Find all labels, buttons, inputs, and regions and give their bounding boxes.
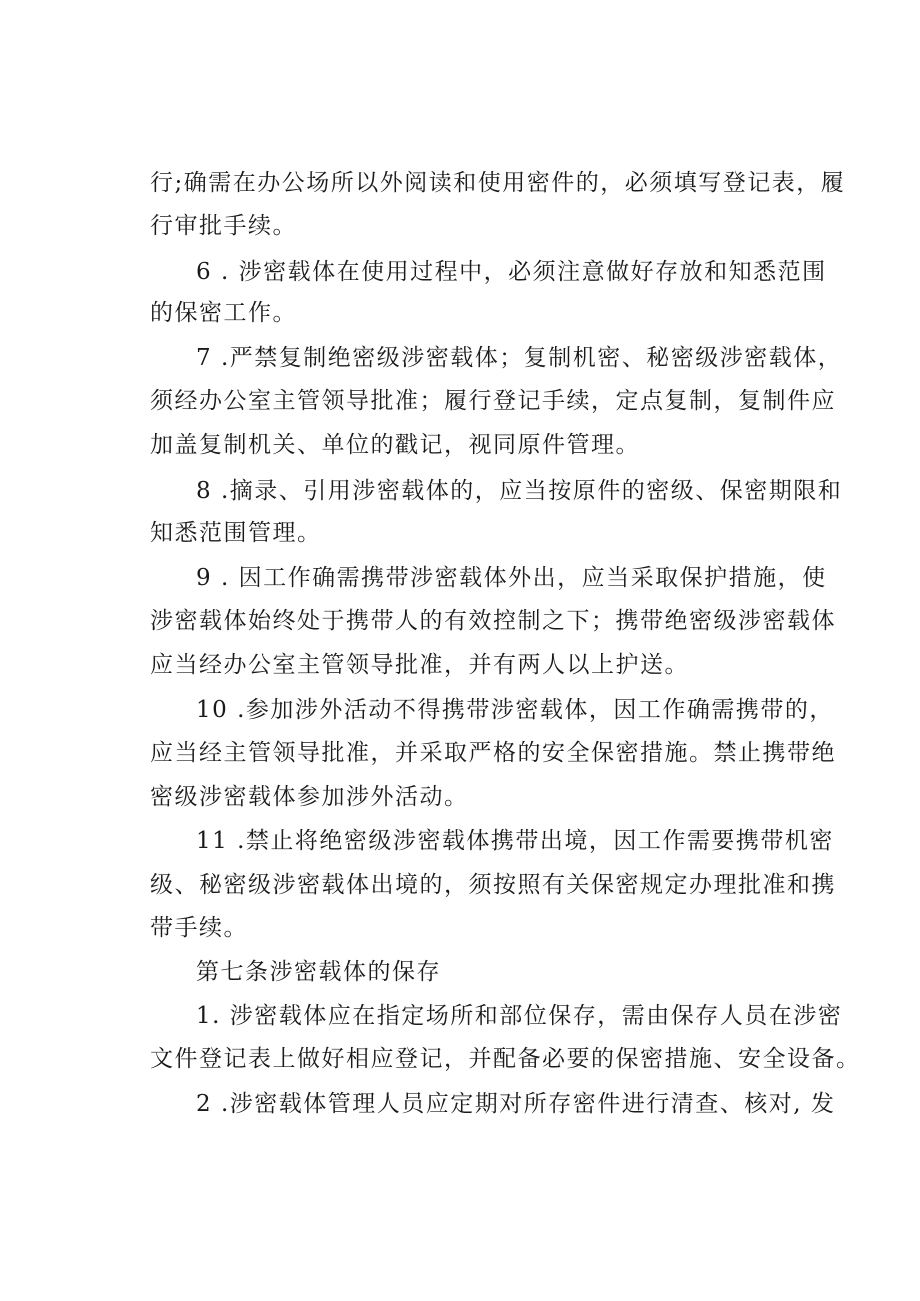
text-line: 10 .参加涉外活动不得携带涉密载体，因工作确需携带的， (196, 697, 834, 723)
text-line: 须经办公室主管领导批准；履行登记手续，定点复制，复制件应 (150, 388, 836, 414)
text-line: 11 .禁止将绝密级涉密载体携带出境，因工作需要携带机密 (196, 828, 834, 854)
text-line: 的保密工作。 (150, 300, 297, 326)
text-line: 带手续。 (150, 915, 248, 941)
text-line: 知悉范围管理。 (150, 520, 322, 546)
text-line: 7 .严禁复制绝密级涉密载体；复制机密、秘密级涉密载体， (196, 345, 843, 371)
text-line: 行;确需在办公场所以外阅读和使用密件的，必须填写登记表，履 (150, 170, 846, 196)
text-line: 1. 涉密载体应在指定场所和部位保存，需由保存人员在涉密 (196, 1003, 843, 1029)
text-line: 加盖复制机关、单位的戳记，视同原件管理。 (150, 432, 640, 458)
text-line: 8 .摘录、引用涉密载体的，应当按原件的密级、保密期限和 (196, 478, 843, 504)
text-line: 密级涉密载体参加涉外活动。 (150, 784, 469, 810)
text-line: 6 . 涉密载体在使用过程中，必须注意做好存放和知悉范围 (196, 259, 827, 285)
text-line: 2 .涉密载体管理人员应定期对所存密件进行清查、核对, 发 (196, 1091, 836, 1117)
text-line: 应当经办公室主管领导批准，并有两人以上护送。 (150, 652, 689, 678)
text-line: 涉密载体始终处于携带人的有效控制之下；携带绝密级涉密载体 (150, 608, 836, 634)
text-line: 9 . 因工作确需携带涉密载体外出，应当采取保护措施，使 (196, 565, 827, 591)
section-heading: 第七条涉密载体的保存 (196, 959, 441, 985)
text-line: 行审批手续。 (150, 213, 297, 239)
text-line: 应当经主管领导批准，并采取严格的安全保密措施。禁止携带绝 (150, 740, 836, 766)
text-line: 文件登记表上做好相应登记，并配备必要的保密措施、安全设备。 (150, 1046, 861, 1072)
text-line: 级、秘密级涉密载体出境的，须按照有关保密规定办理批准和携 (150, 872, 836, 898)
